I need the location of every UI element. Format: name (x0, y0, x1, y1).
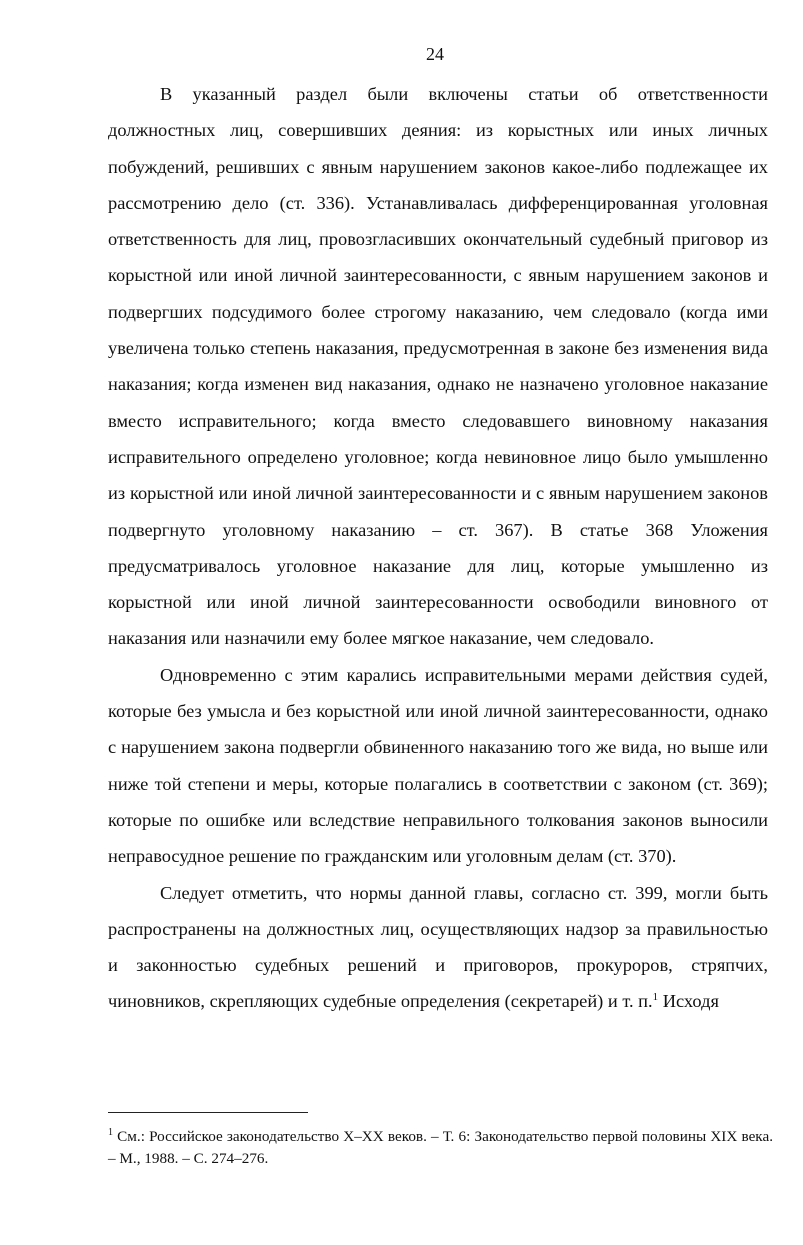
footnote (108, 1126, 773, 1170)
footnote-marker: 1 (108, 1126, 113, 1138)
paragraph (108, 875, 768, 1020)
paragraph-text-continuation: Исходя (658, 991, 719, 1012)
footnote-reference: 1 (652, 991, 659, 1004)
page-number: 24 (426, 44, 444, 64)
footnote-text: См.: Российское законодательство X–XX веков. – Т. 6: Законодательство первой половины XIX века. – М., 1988. – С. 274–276. (108, 1128, 773, 1167)
paragraph: Одновременно с этим карались исправительными мерами действия судей, которые без умысла и без корыстной или иной личной заинтересованности, однако с нарушением закона подвергли обвиненного наказанию того же вида, но выше или ниже той степени и меры, которые полагались в соответствии с законом (ст. 369); которые по ошибке или вследствие неправильного толкования законов выносили неправосудное решение по гражданским или уголовным делам (ст. 370). (108, 664, 768, 867)
paragraph: В указанный раздел были включены статьи об ответственности должностных лиц, совершивших деяния: из корыстных или иных личных побуждений, решивших с явным нарушением законов какое-либо подлежащее их рассмотрению дело (ст. 336). Устанавливалась дифференцированная уголовная ответственность для лиц, провозгласивших окончательный судебный приговор из корыстной или иной личной заинтересованности, с явным нарушением законов и подвергших подсудимого более строгому наказанию, чем следовало (когда ими увеличена только степень наказания, предусмотренная в законе без изменения вида наказания; когда изменен вид наказания, однако не назначено уголовное наказание вместо исправительного; когда вместо следовавшего виновному наказания исправительного определено уголовное; когда невиновное лицо было умышленно из корыстной или иной личной заинтересованности и с явным нарушением законов подвергнуто уголовному наказанию – ст. 367). В статье 368 Уложения предусматривалось уголовное наказание для лиц, которые умышленно из корыстной или иной личной заинтересованности освободили виновного от наказания или назначили ему более мягкое наказание, чем следовало. (108, 84, 768, 649)
footnote-separator (108, 1112, 308, 1113)
paragraph-text: Следует отметить, что нормы данной главы, согласно ст. 399, могли быть распространены на должностных лиц, осуществляющих надзор за правильностью и законностью судебных решений и приговоров, прокуроров, стряпчих, чиновников, скрепляющих судебные определения (секретарей) и т. п. (108, 882, 768, 1012)
main-text (108, 76, 768, 1020)
